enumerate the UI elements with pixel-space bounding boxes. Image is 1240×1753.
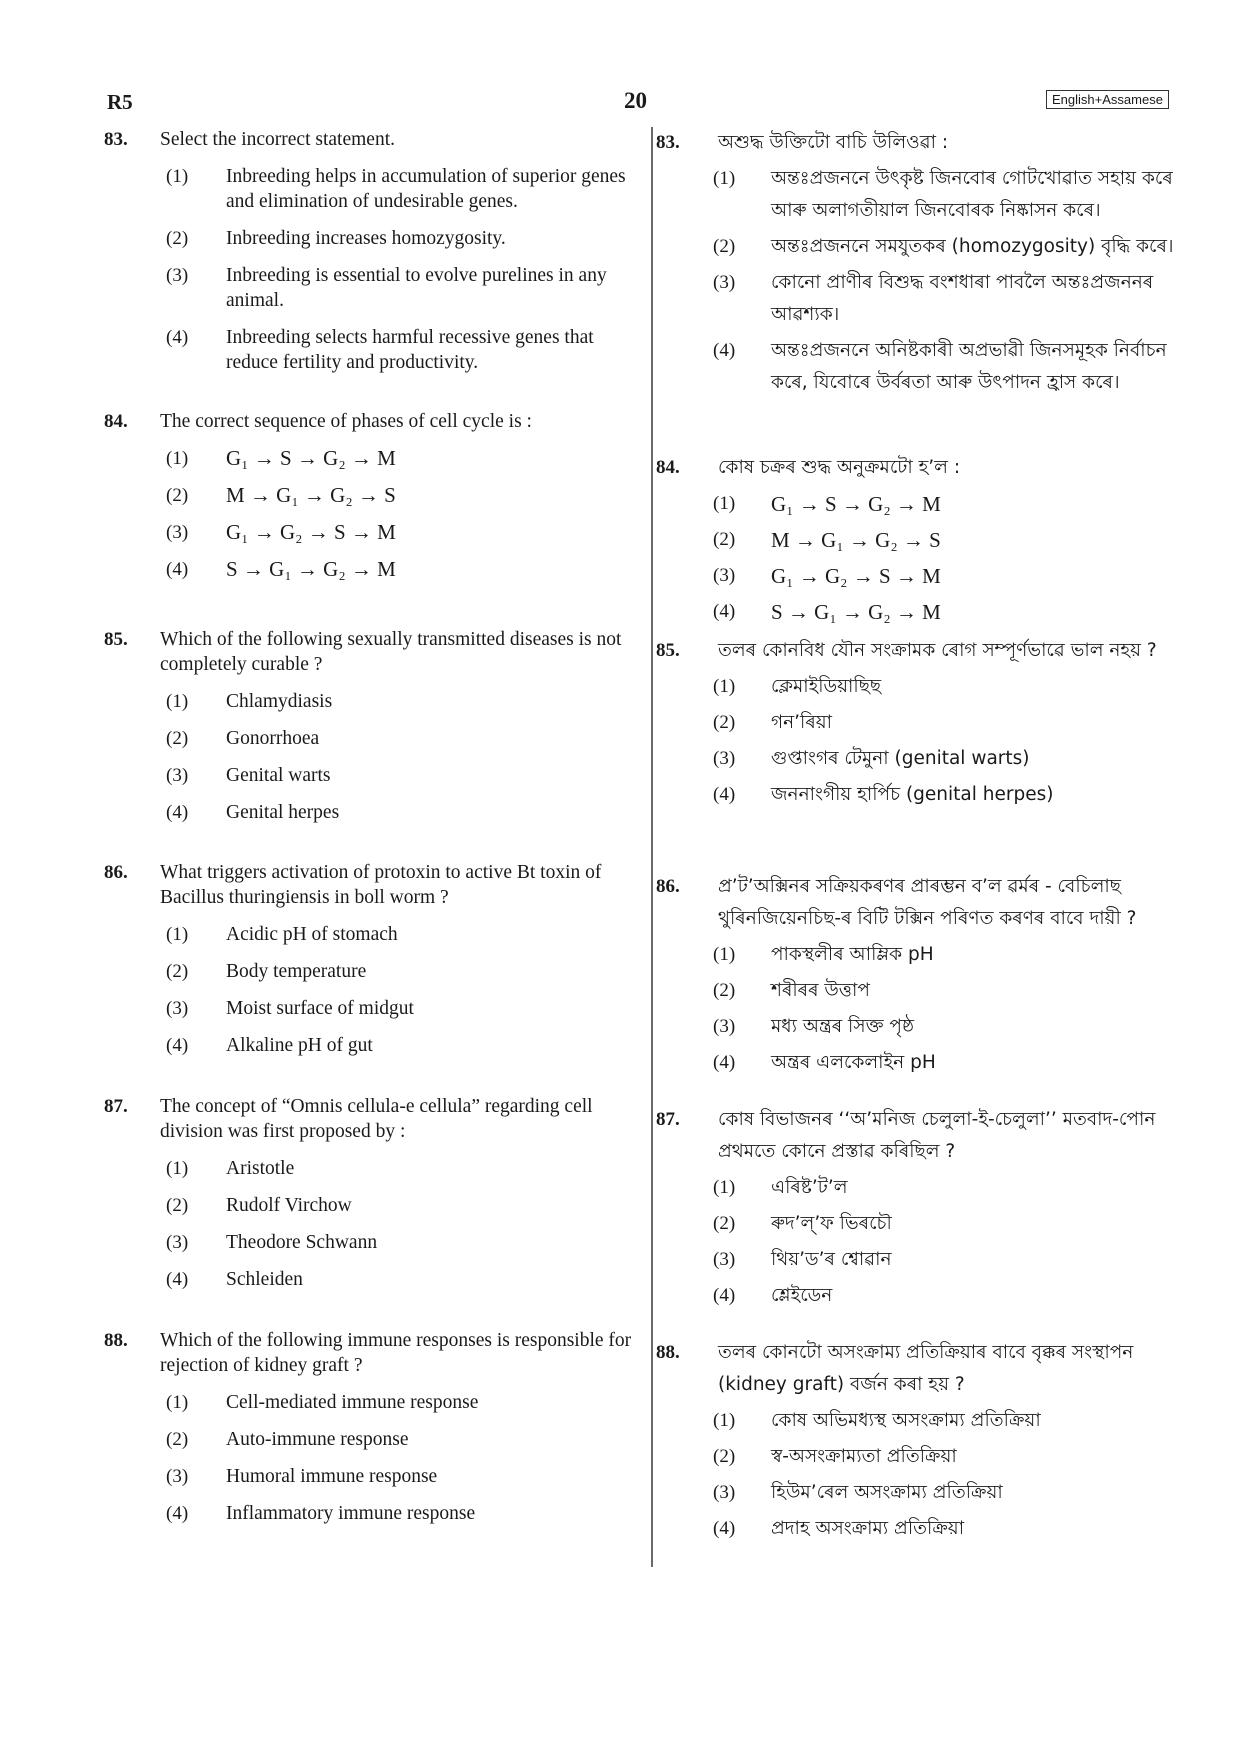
question-88-en <box>104 1328 634 1526</box>
option-text: Gonorrhoea <box>226 728 320 749</box>
answer-option <box>656 524 1176 556</box>
answer-option <box>104 164 634 214</box>
question-85-as <box>656 635 1176 811</box>
question-number: 84. <box>656 457 680 478</box>
option-text: হিউম’ৰেল অসংক্ৰাম্য প্ৰতিক্ৰিয়া <box>771 1482 1003 1503</box>
option-number: (3) <box>713 748 736 769</box>
question-number: 85. <box>104 629 128 650</box>
answer-option <box>104 959 634 984</box>
option-text: অন্তঃপ্ৰজননে সমযুতকৰ (homozygosity) বৃদ্ধি কৰে। <box>771 236 1174 257</box>
option-text: Inbreeding is essential to evolve purelines in any animal. <box>226 265 607 311</box>
option-text: Moist surface of midgut <box>226 998 414 1019</box>
option-number: (1) <box>166 691 189 712</box>
option-number: (2) <box>166 1429 189 1450</box>
answer-option <box>104 557 634 582</box>
question-stem: The correct sequence of phases of cell cycle is : <box>160 411 532 432</box>
question-header <box>104 1328 634 1378</box>
answer-option <box>656 779 1176 811</box>
option-text: Genital herpes <box>226 802 340 823</box>
option-number: (4) <box>166 1035 189 1056</box>
answer-option <box>656 335 1176 399</box>
question-header <box>104 627 634 677</box>
option-text: M → G₁ → G₂ → S <box>771 528 941 552</box>
option-text: ৰুদ’ল্’ফ ভিৰচৌ <box>771 1213 892 1234</box>
option-text: S → G₁ → G₂ → M <box>226 557 396 581</box>
option-text: প্ৰদাহ অসংক্ৰাম্য প্ৰতিক্ৰিয়া <box>771 1518 965 1539</box>
question-83-as <box>656 127 1176 399</box>
question-header <box>104 409 634 434</box>
answer-option <box>104 226 634 251</box>
answer-option <box>104 726 634 751</box>
option-text: গুপ্তাংগৰ টেমুনা (genital warts) <box>771 748 1030 769</box>
question-83-en <box>104 127 634 375</box>
answer-option <box>104 1501 634 1526</box>
question-stem: অশুদ্ধ উক্তিটো বাচি উলিওৱা : <box>718 132 949 153</box>
option-number: (1) <box>713 1177 736 1198</box>
answer-option <box>656 939 1176 971</box>
answer-option <box>656 596 1176 628</box>
option-number: (4) <box>713 1285 736 1306</box>
option-text: Rudolf Virchow <box>226 1195 352 1216</box>
question-stem: Select the incorrect statement. <box>160 129 395 150</box>
option-text: Genital warts <box>226 765 331 786</box>
answer-option <box>104 800 634 825</box>
option-number: (1) <box>166 1158 189 1179</box>
option-number: (2) <box>166 485 189 506</box>
option-text: Aristotle <box>226 1158 295 1179</box>
question-header <box>656 635 1176 667</box>
option-text: পাকস্থলীৰ আম্লিক pH <box>771 944 934 965</box>
question-84-en <box>104 409 634 582</box>
option-number: (3) <box>166 522 189 543</box>
option-number: (4) <box>166 1503 189 1524</box>
option-text: ক্লেমাইডিয়াছিছ <box>771 676 882 697</box>
booklet-code: R5 <box>107 90 133 114</box>
option-number: (2) <box>166 728 189 749</box>
option-number: (1) <box>713 944 736 965</box>
answer-option <box>104 922 634 947</box>
option-text: Acidic pH of stomach <box>226 924 398 945</box>
question-number: 86. <box>104 862 128 883</box>
question-number: 86. <box>656 876 680 897</box>
option-number: (3) <box>713 272 736 293</box>
answer-option <box>656 1441 1176 1473</box>
option-number: (4) <box>713 1052 736 1073</box>
option-number: (1) <box>713 168 736 189</box>
option-number: (1) <box>713 1410 736 1431</box>
page-number: 20 <box>624 88 647 113</box>
question-stem: কোষ চক্ৰৰ শুদ্ধ অনুক্ৰমটো হ’ল : <box>718 457 961 478</box>
option-text: স্ব-অসংক্ৰাম্যতা প্ৰতিক্ৰিয়া <box>771 1446 957 1467</box>
question-header <box>656 452 1176 484</box>
question-stem: Which of the following sexually transmitted diseases is not completely curable ? <box>160 629 622 675</box>
question-header <box>656 1104 1176 1168</box>
question-number: 83. <box>104 129 128 150</box>
option-text: মধ্য অন্ত্ৰৰ সিক্ত পৃষ্ঠ <box>771 1016 915 1037</box>
question-86-en <box>104 860 634 1058</box>
answer-option <box>104 689 634 714</box>
question-number: 87. <box>104 1096 128 1117</box>
option-text: Alkaline pH of gut <box>226 1035 373 1056</box>
option-text: Chlamydiasis <box>226 691 333 712</box>
question-stem: প্ৰ’ট’অক্সিনৰ সক্ৰিয়কৰণৰ প্ৰাৰম্ভন ব’ল ৱৰ্মৰ - বেচিলাছ থুৰিনজিয়েনচিছ-ৰ বিটি টক্সিন পৰিণত কৰণৰ বাবে দায়ী ? <box>718 876 1137 929</box>
option-number: (4) <box>713 340 736 361</box>
option-number: (3) <box>166 765 189 786</box>
question-stem: তলৰ কোনবিধ যৌন সংক্ৰামক ৰোগ সম্পূৰ্ণভাৱে ভাল নহয় ? <box>718 640 1157 661</box>
option-text: জননাংগীয় হাৰ্পিচ (genital herpes) <box>771 784 1054 805</box>
option-number: (2) <box>713 980 736 1001</box>
option-number: (3) <box>166 998 189 1019</box>
option-number: (4) <box>166 802 189 823</box>
answer-option <box>656 1244 1176 1276</box>
option-text: অন্তঃপ্ৰজননে উৎকৃষ্ট জিনবোৰ গোটখোৱাত সহায় কৰে আৰু অলাগতীয়াল জিনবোৰক নিষ্কাসন কৰে। <box>771 168 1173 221</box>
answer-option <box>104 1156 634 1181</box>
column-divider <box>651 127 653 1567</box>
option-number: (1) <box>166 1392 189 1413</box>
option-number: (1) <box>166 166 189 187</box>
question-header <box>656 1337 1176 1401</box>
question-number: 83. <box>656 132 680 153</box>
answer-option <box>104 1193 634 1218</box>
answer-option <box>656 1208 1176 1240</box>
option-text: G₁ → G₂ → S → M <box>771 564 941 588</box>
question-85-en <box>104 627 634 825</box>
answer-option <box>104 1390 634 1415</box>
option-text: Humoral immune response <box>226 1466 438 1487</box>
question-stem: কোষ বিভাজনৰ ‘‘অ’মনিজ চেলুলা-ই-চেলুলা’’ মতবাদ-পোন প্ৰথমতে কোনে প্ৰস্তাৱ কৰিছিল ? <box>718 1109 1156 1162</box>
question-number: 85. <box>656 640 680 661</box>
option-number: (2) <box>713 236 736 257</box>
question-stem: তলৰ কোনটো অসংক্ৰাম্য প্ৰতিক্ৰিয়াৰ বাবে বৃক্কৰ সংস্থাপন (kidney graft) বৰ্জন কৰা হয় ? <box>718 1342 1134 1395</box>
question-84-as <box>656 452 1176 628</box>
question-87-as <box>656 1104 1176 1312</box>
option-text: গন’ৰিয়া <box>771 712 833 733</box>
option-number: (4) <box>166 327 189 348</box>
answer-option <box>656 560 1176 592</box>
answer-option <box>104 263 634 313</box>
question-number: 88. <box>104 1330 128 1351</box>
option-text: G₁ → S → G₂ → M <box>771 492 941 516</box>
answer-option <box>104 520 634 545</box>
answer-option <box>656 1477 1176 1509</box>
option-text: G₁ → S → G₂ → M <box>226 446 396 470</box>
answer-option <box>656 743 1176 775</box>
option-text: Inflammatory immune response <box>226 1503 476 1524</box>
option-text: Body temperature <box>226 961 367 982</box>
option-number: (4) <box>713 601 736 622</box>
option-text: S → G₁ → G₂ → M <box>771 600 941 624</box>
answer-option <box>104 763 634 788</box>
option-text: Theodore Schwann <box>226 1232 378 1253</box>
option-number: (4) <box>166 1269 189 1290</box>
option-number: (3) <box>166 1466 189 1487</box>
answer-option <box>104 483 634 508</box>
option-text: Inbreeding selects harmful recessive genes that reduce fertility and productivity. <box>226 327 594 373</box>
question-stem: What triggers activation of protoxin to active Bt toxin of Bacillus thuringiensis in boll worm ? <box>160 862 602 908</box>
answer-option <box>656 1405 1176 1437</box>
option-number: (2) <box>166 961 189 982</box>
answer-option <box>656 707 1176 739</box>
option-text: এৰিষ্ট’ট’ল <box>771 1177 848 1198</box>
question-87-en <box>104 1094 634 1292</box>
option-number: (1) <box>166 448 189 469</box>
question-86-as <box>656 871 1176 1079</box>
option-number: (3) <box>713 565 736 586</box>
option-number: (4) <box>713 784 736 805</box>
language-label: English+Assamese <box>1046 90 1169 109</box>
option-text: থিয়’ড’ৰ শ্বোৱান <box>771 1249 892 1270</box>
question-header <box>104 1094 634 1144</box>
option-number: (4) <box>713 1518 736 1539</box>
question-header <box>104 860 634 910</box>
option-text: অন্তঃপ্ৰজননে অনিষ্টকাৰী অপ্ৰভাৱী জিনসমূহক নিৰ্বাচন কৰে, যিবোৰে উৰ্বৰতা আৰু উৎপাদন হ্ৰাস কৰে। <box>771 340 1167 393</box>
answer-option <box>104 1230 634 1255</box>
question-header <box>656 871 1176 935</box>
answer-option <box>104 1267 634 1292</box>
option-text: G₁ → G₂ → S → M <box>226 520 396 544</box>
option-text: শ্লেইডেন <box>771 1285 833 1306</box>
answer-option <box>656 1047 1176 1079</box>
answer-option <box>104 1033 634 1058</box>
option-number: (3) <box>713 1016 736 1037</box>
option-number: (1) <box>713 493 736 514</box>
option-number: (2) <box>713 712 736 733</box>
answer-option <box>656 163 1176 227</box>
answer-option <box>104 325 634 375</box>
option-text: Schleiden <box>226 1269 303 1290</box>
answer-option <box>104 446 634 471</box>
option-number: (1) <box>713 676 736 697</box>
option-number: (3) <box>713 1482 736 1503</box>
answer-option <box>656 1280 1176 1312</box>
option-number: (3) <box>166 265 189 286</box>
option-text: Inbreeding helps in accumulation of superior genes and elimination of undesirable genes. <box>226 166 626 212</box>
option-text: কোনো প্ৰাণীৰ বিশুদ্ধ বংশধাৰা পাবলৈ অন্তঃপ্ৰজননৰ আৱশ্যক। <box>771 272 1154 325</box>
question-stem: The concept of “Omnis cellula-e cellula” regarding cell division was first proposed by : <box>160 1096 593 1142</box>
answer-option <box>656 267 1176 331</box>
question-header <box>104 127 634 152</box>
answer-option <box>656 975 1176 1007</box>
option-text: Cell-mediated immune response <box>226 1392 479 1413</box>
question-number: 88. <box>656 1342 680 1363</box>
answer-option <box>656 488 1176 520</box>
question-stem: Which of the following immune responses is responsible for rejection of kidney graft ? <box>160 1330 632 1376</box>
answer-option <box>656 231 1176 263</box>
option-number: (1) <box>166 924 189 945</box>
option-text: অন্ত্ৰৰ এলকেলাইন pH <box>771 1052 936 1073</box>
answer-option <box>656 671 1176 703</box>
option-number: (2) <box>166 228 189 249</box>
answer-option <box>104 996 634 1021</box>
option-text: Auto-immune response <box>226 1429 409 1450</box>
option-number: (2) <box>713 1213 736 1234</box>
question-number: 87. <box>656 1109 680 1130</box>
answer-option <box>656 1011 1176 1043</box>
option-number: (4) <box>166 559 189 580</box>
option-number: (2) <box>713 1446 736 1467</box>
question-88-as <box>656 1337 1176 1545</box>
option-text: M → G₁ → G₂ → S <box>226 483 396 507</box>
question-header <box>656 127 1176 159</box>
option-number: (3) <box>713 1249 736 1270</box>
option-text: শৰীৰৰ উত্তাপ <box>771 980 870 1001</box>
answer-option <box>656 1172 1176 1204</box>
option-number: (2) <box>166 1195 189 1216</box>
option-text: Inbreeding increases homozygosity. <box>226 228 506 249</box>
option-number: (3) <box>166 1232 189 1253</box>
question-number: 84. <box>104 411 128 432</box>
answer-option <box>656 1513 1176 1545</box>
answer-option <box>104 1427 634 1452</box>
option-text: কোষ অভিমধ্যস্থ অসংক্ৰাম্য প্ৰতিক্ৰিয়া <box>771 1410 1041 1431</box>
answer-option <box>104 1464 634 1489</box>
option-number: (2) <box>713 529 736 550</box>
